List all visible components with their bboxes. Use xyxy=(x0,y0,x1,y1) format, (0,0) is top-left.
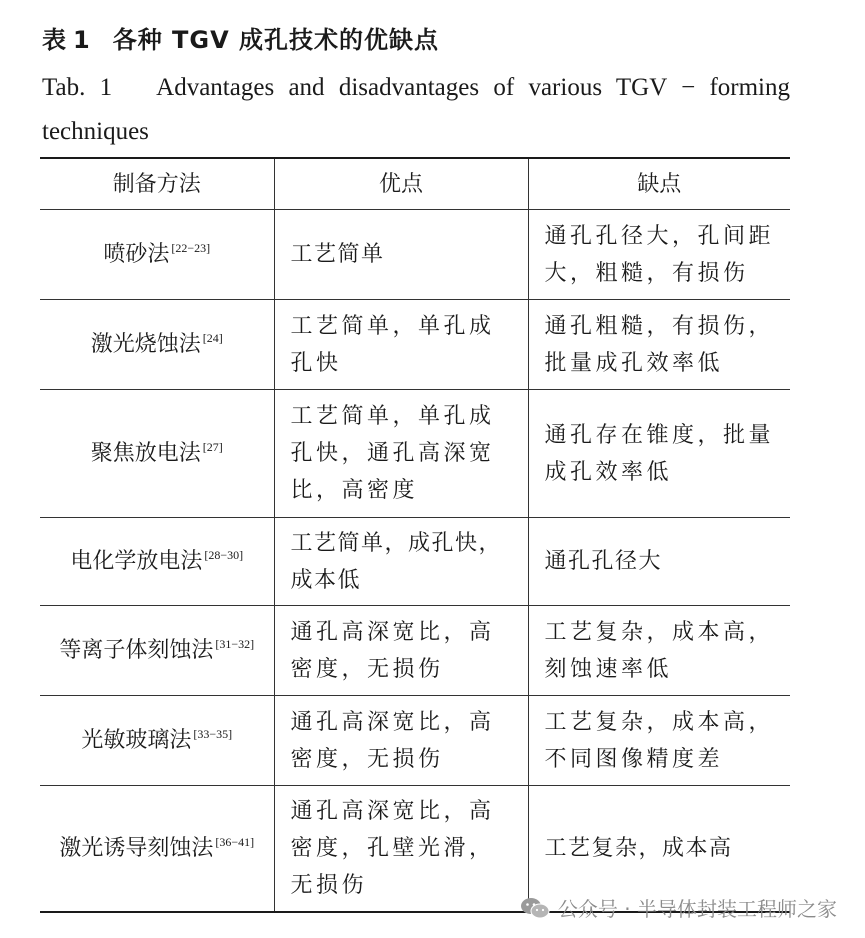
caption-zh-number: 1 xyxy=(73,26,91,54)
caption-zh-title: 各种 TGV 成孔技术的优缺点 xyxy=(112,26,440,54)
caption-en-title: Advantages and disadvantages of various TGV − forming techniques xyxy=(42,74,790,145)
advantages-cell: 工艺简单 xyxy=(274,210,528,300)
reference: [36−41] xyxy=(215,834,255,849)
method-cell xyxy=(40,390,274,518)
reference: [24] xyxy=(202,331,223,345)
reference: [22−23] xyxy=(171,241,211,255)
advantages-cell: 工艺简单，成孔快，成本低 xyxy=(274,518,528,606)
caption-en-label: Tab. 1 xyxy=(42,74,113,101)
method-cell xyxy=(40,210,274,300)
caption-zh-label: 表 xyxy=(42,26,67,54)
disadvantages-cell: 工艺复杂，成本高 xyxy=(528,786,790,912)
reference: [33−35] xyxy=(193,727,233,741)
tgv-techniques-table xyxy=(40,157,790,913)
advantages-cell: 通孔高深宽比，高密度，无损伤 xyxy=(274,696,528,786)
method-name: 喷砂法 xyxy=(103,242,170,267)
reference: [28−30] xyxy=(204,548,244,562)
header-advantages: 优点 xyxy=(274,158,528,210)
method-name: 电化学放电法 xyxy=(70,549,203,574)
method-name: 聚焦放电法 xyxy=(90,441,201,466)
disadvantages-cell: 通孔孔径大 xyxy=(528,518,790,606)
method-cell xyxy=(40,300,274,390)
method-name: 等离子体刻蚀法 xyxy=(59,638,214,663)
table-row xyxy=(40,300,790,390)
watermark xyxy=(520,893,837,922)
method-cell xyxy=(40,606,274,696)
disadvantages-cell: 工艺复杂，成本高，不同图像精度差 xyxy=(528,696,790,786)
table-row xyxy=(40,210,790,300)
advantages-cell: 通孔高深宽比，高密度，孔壁光滑，无损伤 xyxy=(274,786,528,912)
table-row xyxy=(40,518,790,606)
advantages-cell: 工艺简单，单孔成孔快 xyxy=(274,300,528,390)
disadvantages-cell: 工艺复杂，成本高，刻蚀速率低 xyxy=(528,606,790,696)
method-cell xyxy=(40,786,274,912)
wechat-icon xyxy=(520,897,550,919)
disadvantages-cell: 通孔粗糙，有损伤，批量成孔效率低 xyxy=(528,300,790,390)
advantages-cell: 工艺简单，单孔成孔快，通孔高深宽比，高密度 xyxy=(274,390,528,518)
table-caption-english xyxy=(42,66,790,154)
table-header-row xyxy=(40,158,790,210)
watermark-text: 公众号 · 半导体封装工程师之家 xyxy=(557,897,837,921)
advantages-cell: 通孔高深宽比，高密度，无损伤 xyxy=(274,606,528,696)
table-row xyxy=(40,606,790,696)
table-row xyxy=(40,696,790,786)
table-row xyxy=(40,390,790,518)
disadvantages-cell: 通孔孔径大，孔间距大，粗糙，有损伤 xyxy=(528,210,790,300)
header-disadvantages: 缺点 xyxy=(528,158,790,210)
table-caption-chinese xyxy=(42,20,439,55)
method-name: 光敏玻璃法 xyxy=(81,728,192,753)
disadvantages-cell: 通孔存在锥度，批量成孔效率低 xyxy=(528,390,790,518)
reference: [31−32] xyxy=(215,637,255,651)
method-cell xyxy=(40,696,274,786)
method-name: 激光诱导刻蚀法 xyxy=(59,835,214,861)
method-cell xyxy=(40,518,274,606)
method-name: 激光烧蚀法 xyxy=(90,332,201,357)
header-method: 制备方法 xyxy=(40,158,274,210)
reference: [27] xyxy=(202,440,223,454)
